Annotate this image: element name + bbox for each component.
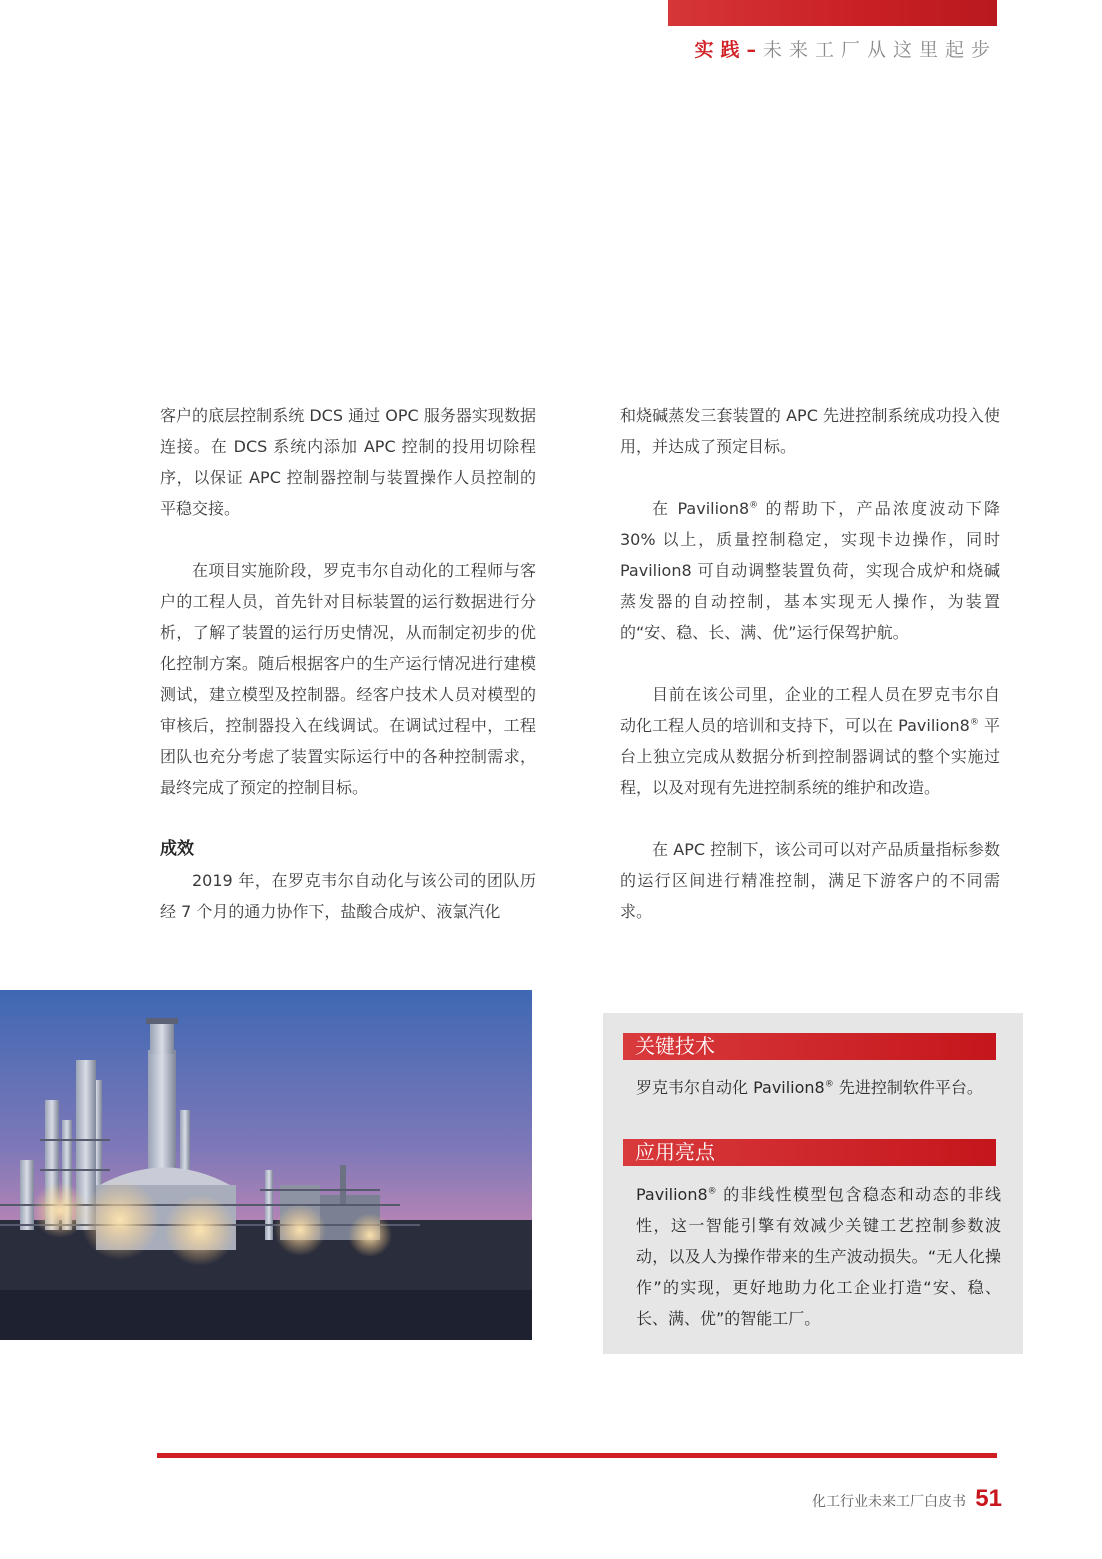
section-header-rest: 未来工厂从这里起步 [762, 39, 997, 61]
right-paragraph-1: 和烧碱蒸发三套装置的 APC 先进控制系统成功投入使用，并达成了预定目标。 [620, 406, 1000, 456]
key-tech-text: 罗克韦尔自动化 Pavilion8® 先进控制软件平台。 [636, 1078, 983, 1097]
highlights-title: 应用亮点 [623, 1139, 996, 1166]
bottom-rule [157, 1453, 997, 1458]
results-heading: 成效 [160, 839, 194, 859]
left-paragraph-3: 2019 年，在罗克韦尔自动化与该公司的团队历经 7 个月的通力协作下，盐酸合成炉、液氯汽化 [160, 871, 536, 921]
info-box [603, 1013, 1023, 1354]
right-paragraph-4: 在 APC 控制下，该公司可以对产品质量指标参数的运行区间进行精准控制，满足下游客户的不同需求。 [620, 840, 1000, 921]
left-paragraph-1: 客户的底层控制系统 DCS 通过 OPC 服务器实现数据连接。在 DCS 系统内添加 APC 控制的投用切除程序，以保证 APC 控制器控制与装置操作人员控制的平稳交接。 [160, 406, 536, 518]
left-paragraph-2: 在项目实施阶段，罗克韦尔自动化的工程师与客户的工程人员，首先针对目标装置的运行数据进行分析，了解了装置的运行历史情况，从而制定初步的优化控制方案。随后根据客户的生产运行情况进行建模测试，建立模型及控制器。经客户技术人员对模型的审核后，控制器投入在线调试。在调试过程中，工程团队也充分考虑了装置实际运行中的各种控制需求，最终完成了预定的控制目标。 [160, 561, 536, 797]
left-column [160, 400, 536, 927]
key-tech-title: 关键技术 [623, 1033, 996, 1060]
section-header-accent: 实践 [694, 39, 747, 61]
right-column [620, 400, 1000, 927]
page-number: 51 [975, 1485, 1002, 1512]
right-paragraph-3: 目前在该公司里，企业的工程人员在罗克韦尔自动化工程人员的培训和支持下，可以在 Pavilion8® 平台上独立完成从数据分析到控制器调试的整个实施过程，以及对现有先进控制系统的维护和改造。 [620, 685, 1000, 797]
highlights-text: Pavilion8® 的非线性模型包含稳态和动态的非线性，这一智能引擎有效减少关键工艺控制参数波动，以及人为操作带来的生产波动损失。“无人化操作”的实现，更好地助力化工企业打造“安、稳、长、满、优”的智能工厂。 [636, 1185, 1001, 1328]
section-header [694, 35, 997, 62]
footer-title: 化工行业未来工厂白皮书 [812, 1494, 966, 1510]
top-accent-bar [668, 0, 997, 26]
section-header-dash: – [746, 39, 763, 61]
right-paragraph-2: 在 Pavilion8® 的帮助下，产品浓度波动下降 30% 以上，质量控制稳定，实现卡边操作，同时 Pavilion8 可自动调整装置负荷，实现合成炉和烧碱蒸发器的自动控制，基本实现无人操作，为装置的“安、稳、长、满、优”运行保驾护航。 [620, 499, 1000, 642]
refinery-photo [0, 990, 532, 1340]
